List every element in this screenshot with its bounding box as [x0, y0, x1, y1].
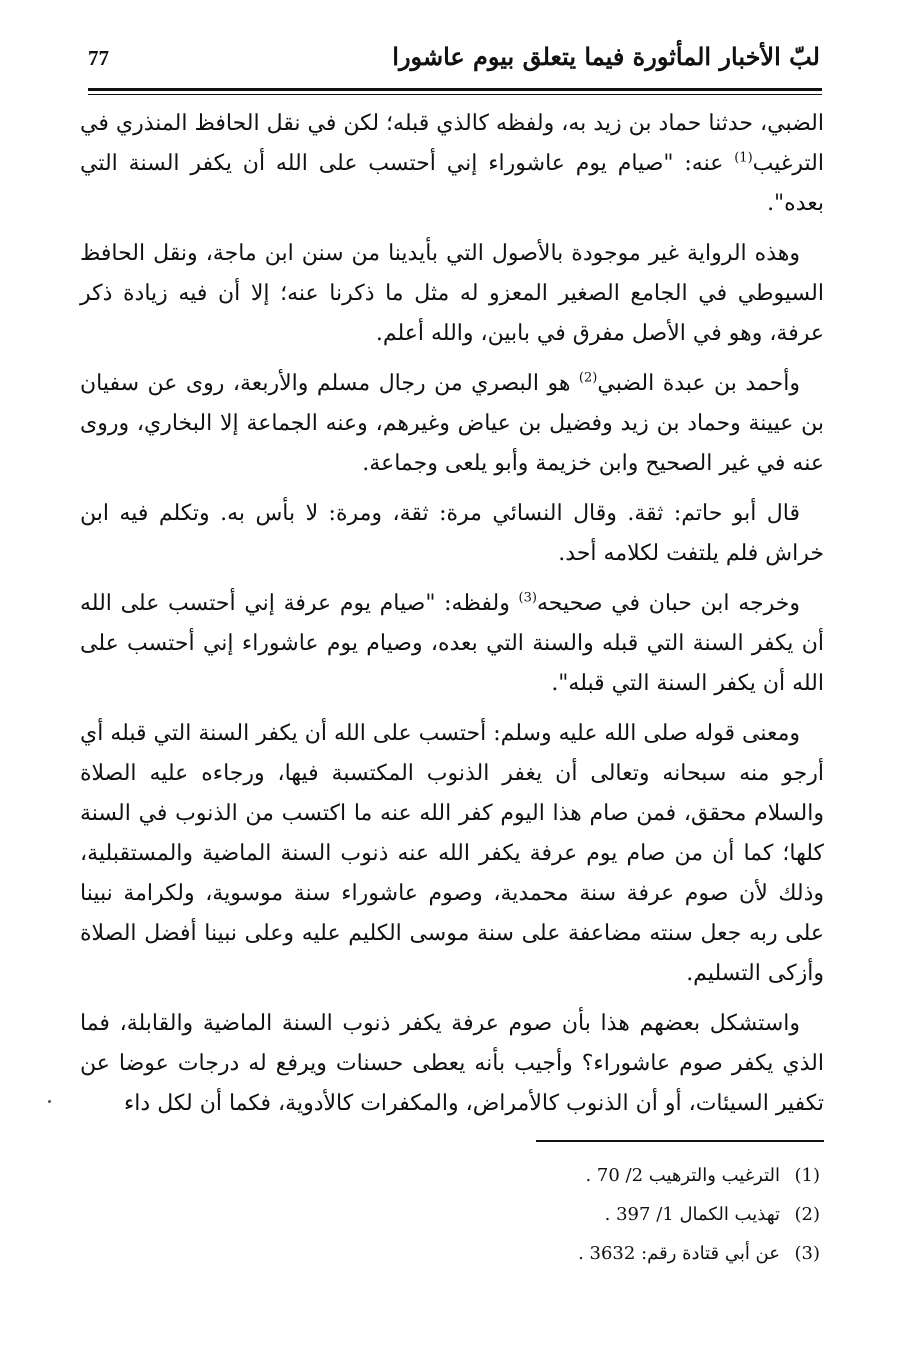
- paragraph-text: هو البصري من رجال مسلم والأربعة، روى عن سفيان بن عيينة وحماد بن زيد وفضيل بن عياض وغيرهم، وعنه الجماعة إلا البخاري، وروى عنه في غير الصحيح وابن خزيمة وأبو يلعى وجماعة.: [80, 371, 824, 476]
- footnote-ref: (3): [518, 590, 537, 606]
- paragraph: [80, 104, 824, 224]
- paragraph: [80, 494, 824, 574]
- footnote-separator: [536, 1140, 824, 1142]
- paragraph-text: واستشكل بعضهم هذا بأن صوم عرفة يكفر ذنوب السنة الماضية والقابلة، فما الذي يكفر صوم عاشوراء؟ وأجيب بأنه يعطى حسنات ويرفع له درجات عوضا عن تكفير السيئات، أو أن الذنوب كالأمراض، والمكفرات كالأدوية، فكما أن لكل داء: [80, 1011, 824, 1116]
- header-rule: [88, 88, 822, 91]
- footnote-text: تهذيب الكمال 1/ 397 .: [604, 1204, 780, 1225]
- footnote-text: الترغيب والترهيب 2/ 70 .: [585, 1165, 780, 1186]
- paragraph-text: الضبي، حدثنا حماد بن زيد به، ولفظه كالذي قبله؛ لكن في نقل الحافظ المنذري في الترغيب: [80, 111, 824, 176]
- margin-mark: [48, 1100, 51, 1103]
- body-text: [80, 104, 824, 1134]
- footnote: [578, 1234, 820, 1273]
- paragraph-text: عنه: "صيام يوم عاشوراء إني أحتسب على الله أن يكفر السنة التي بعده".: [80, 151, 824, 216]
- paragraph-text: وأحمد بن عبدة الضبي: [597, 371, 800, 396]
- paragraph: [80, 234, 824, 354]
- header-rule-thin: [88, 94, 822, 95]
- paragraph-text: وخرجه ابن حبان في صحيحه: [536, 591, 800, 616]
- running-title: لبّ الأخبار المأثورة فيما يتعلق بيوم عاشورا: [392, 42, 820, 71]
- footnotes: [578, 1156, 820, 1273]
- footnote: [578, 1195, 820, 1234]
- footnote-ref: (1): [734, 150, 753, 166]
- paragraph-text: ومعنى قوله صلى الله عليه وسلم: أحتسب على الله أن يكفر السنة التي قبله أي أرجو منه سبحانه وتعالى أن يغفر الذنوب المكتسبة فيها، ورجاءه عليه الصلاة والسلام محقق، فمن صام هذا اليوم كفر الله عنه ما اكتسب من الذنوب في السنة كلها؛ كما أن من صام يوم عرفة يكفر الله عنه ذنوب السنة الماضية والمستقبلية، وذلك لأن صوم عرفة سنة محمدية، وصوم عاشوراء سنة موسوية، ولكرامة نبينا على ربه جعل سنته مضاعفة على سنة موسى الكليم عليه وعلى نبينا أفضل الصلاة وأزكى التسليم.: [80, 721, 824, 986]
- footnote-number: (2): [794, 1204, 820, 1225]
- page-number: 77: [88, 46, 109, 70]
- paragraph: [80, 714, 824, 994]
- paragraph-text: وهذه الرواية غير موجودة بالأصول التي بأيدينا من سنن ابن ماجة، ونقل الحافظ السيوطي في الجامع الصغير المعزو له مثل ما ذكرنا عنه؛ إلا أن فيه زيادة ذكر عرفة، وهو في الأصل مفرق في بابين، والله أعلم.: [80, 241, 824, 346]
- paragraph-text: ولفظه: "صيام يوم عرفة إني أحتسب على الله أن يكفر السنة التي قبله والسنة التي بعده، وصيام يوم عاشوراء إني أحتسب على الله أن يكفر السنة التي قبله".: [80, 591, 824, 696]
- page-header: [88, 38, 820, 88]
- footnote-text: عن أبي قتادة رقم: 3632 .: [578, 1243, 780, 1264]
- footnote: [578, 1156, 820, 1195]
- paragraph: [80, 364, 824, 484]
- footnote-ref: (2): [578, 370, 598, 386]
- paragraph: [80, 584, 824, 704]
- footnote-number: (1): [794, 1165, 820, 1186]
- paragraph: [80, 1004, 824, 1124]
- paragraph-text: قال أبو حاتم: ثقة. وقال النسائي مرة: ثقة، ومرة: لا بأس به. وتكلم فيه ابن خراش فلم يلتفت لكلامه أحد.: [80, 501, 824, 566]
- footnote-number: (3): [794, 1243, 820, 1264]
